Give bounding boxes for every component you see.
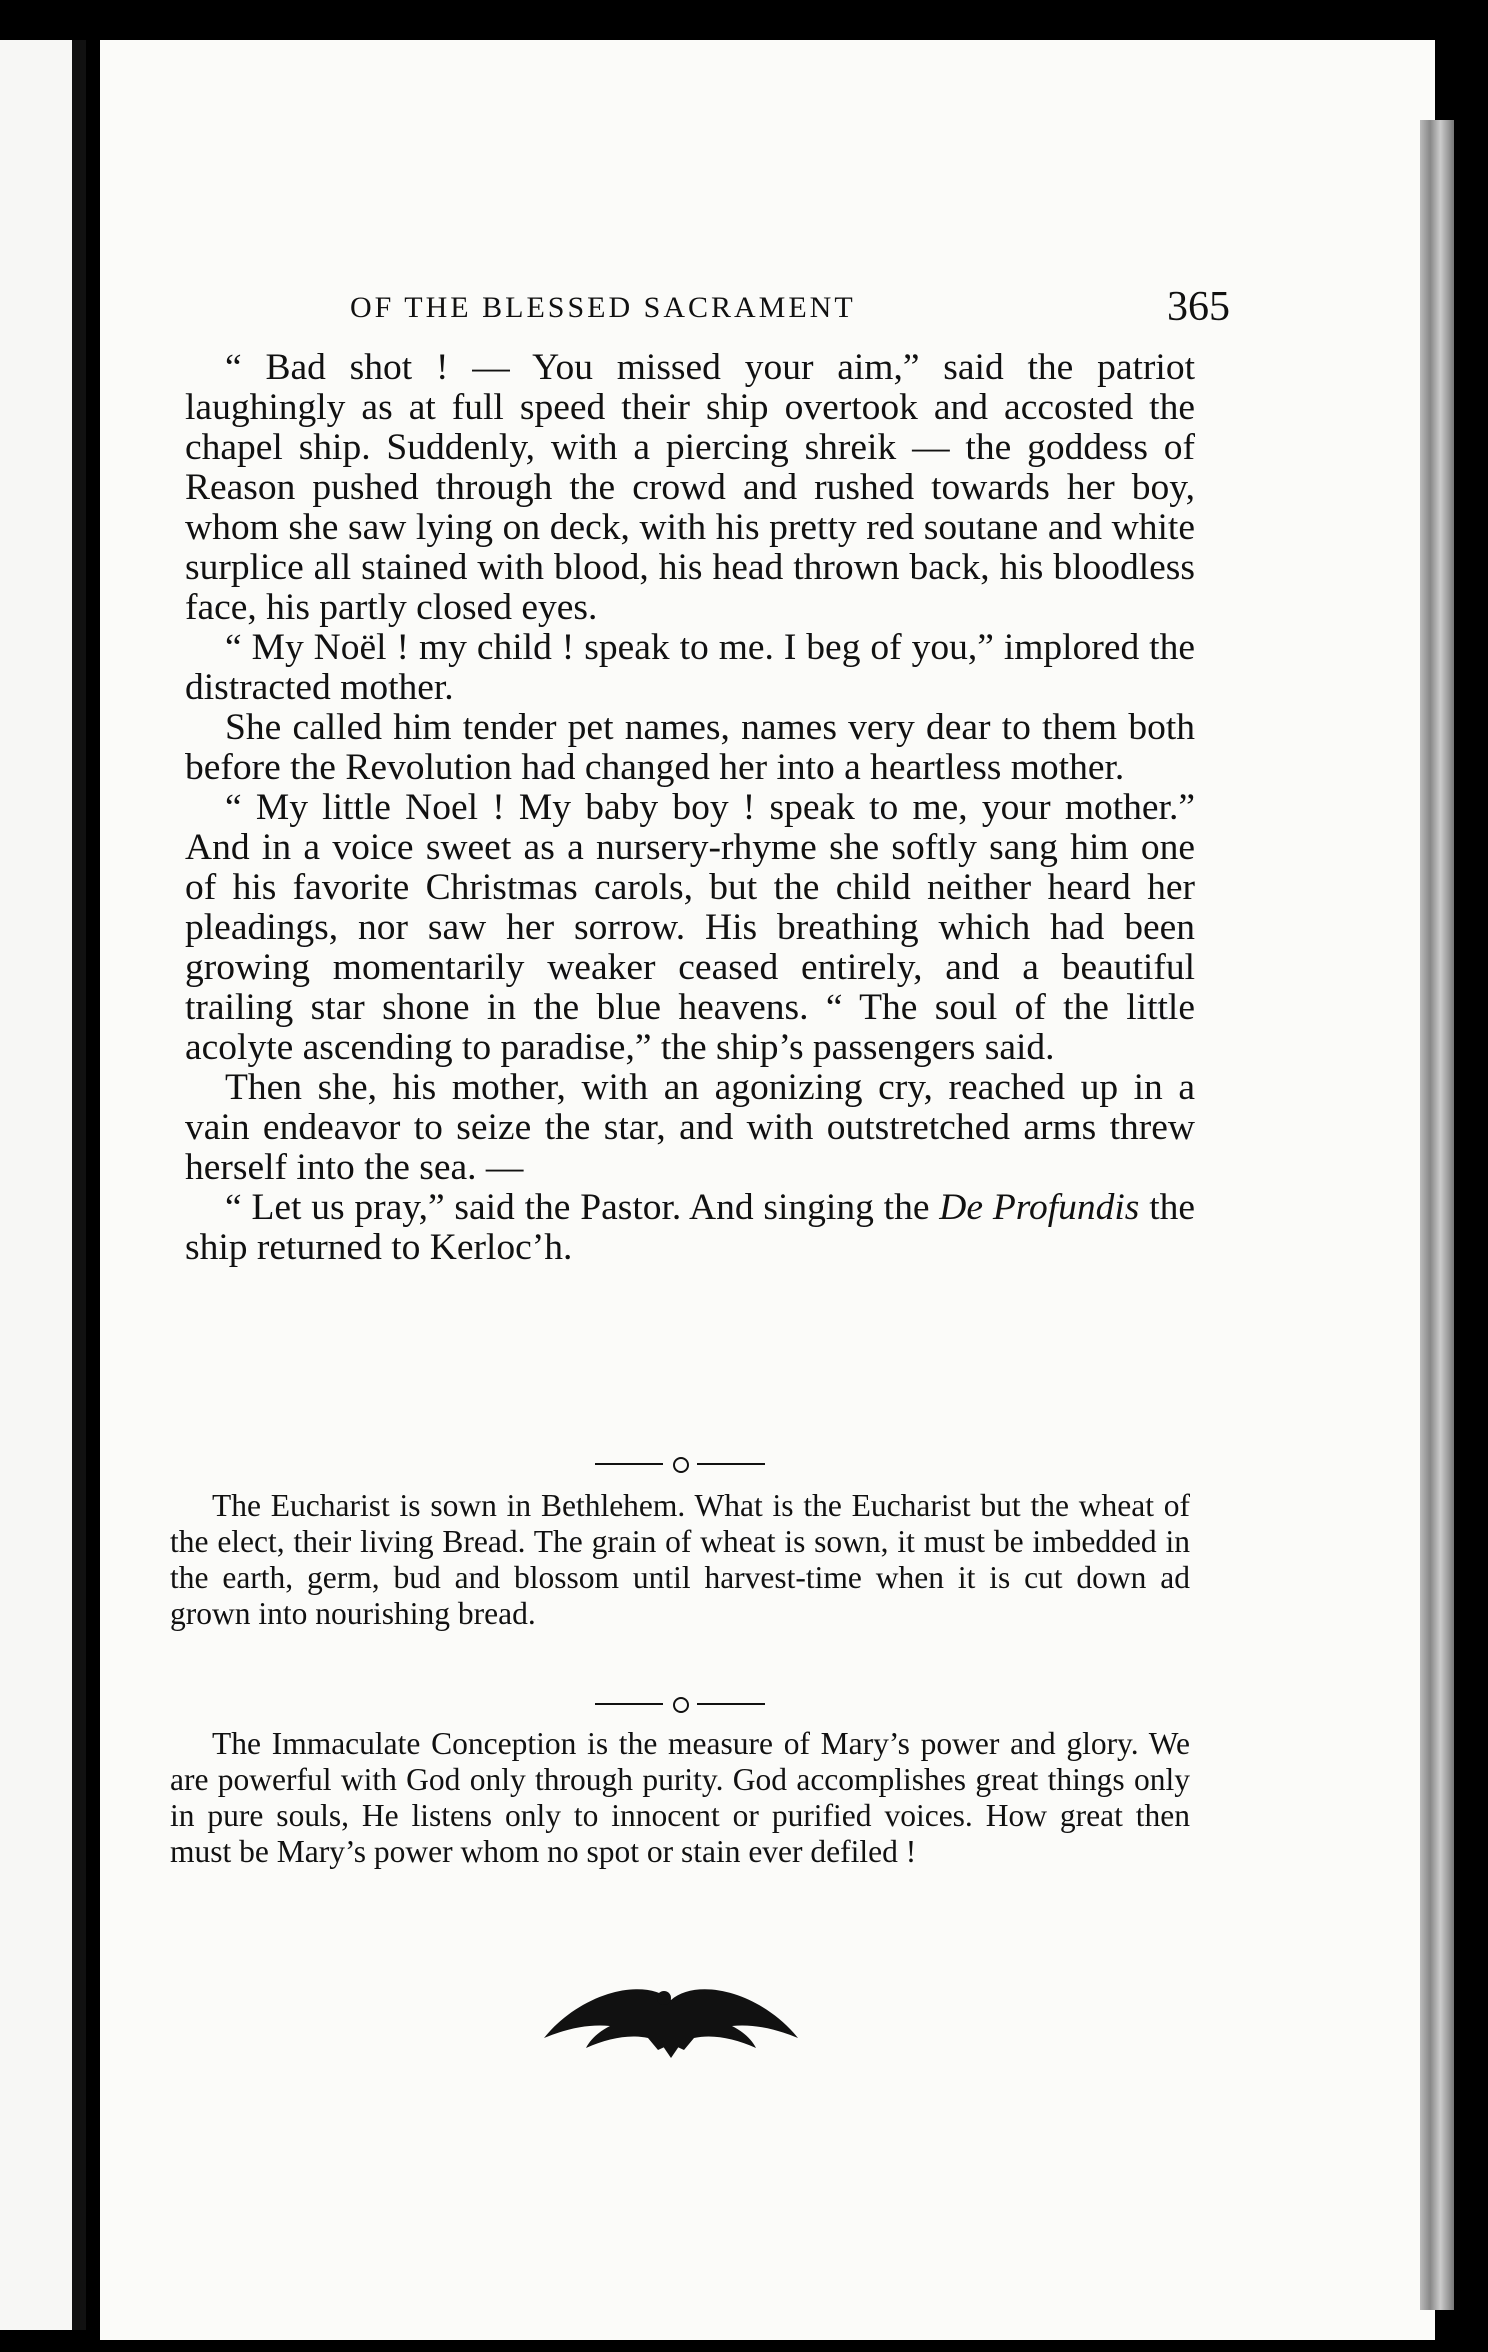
eagle-icon xyxy=(538,1980,804,2064)
immaculate-conception-section xyxy=(170,1726,1190,1870)
text-run: the ship returned to Kerloc’h. xyxy=(185,1187,1196,1268)
italic-title: De Profundis xyxy=(939,1187,1140,1228)
separator-line xyxy=(595,1463,663,1465)
paragraph: The Eucharist is sown in Bethlehem. What is the Eucharist but the wheat of the elect, their living Bread. The grain of wheat is sown, it must be imbedded in the earth, germ, bud and blossom until harvest-time when it is cut down ad grown into nourishing bread. xyxy=(170,1488,1190,1631)
page-stack-edge xyxy=(1420,120,1454,2310)
page-number: 365 xyxy=(1167,284,1230,330)
facing-page-edge xyxy=(0,40,86,2330)
separator-circle xyxy=(673,1697,689,1713)
paragraph: “ My Noël ! my child ! speak to me. I beg of you,” implored the distracted mother. xyxy=(185,627,1195,708)
paragraph: The Immaculate Conception is the measure of Mary’s power and glory. We are powerful with God only through purity. God accomplishes great things only in pure souls, He listens only to innocent or purified voices. How great then must be Mary’s power whom no spot or stain ever defiled ! xyxy=(170,1726,1190,1869)
paragraph: “ Bad shot ! — You missed your aim,” said the patriot laughingly as at full speed their ship overtook and accosted the chapel ship. Suddenly, with a piercing shreik — the goddess of Reason pushed through the crowd and rushed towards her boy, whom she saw lying on deck, with his pretty red soutane and white surplice all stained with blood, his head thrown back, his bloodless face, his partly closed eyes. xyxy=(185,347,1195,628)
running-head: OF THE BLESSED SACRAMENT xyxy=(350,291,856,324)
separator-circle xyxy=(673,1457,689,1473)
paragraph: She called him tender pet names, names very dear to them both before the Revolution had changed her into a heartless mother. xyxy=(185,707,1195,788)
section-separator xyxy=(595,1454,765,1474)
separator-line xyxy=(595,1703,663,1705)
paragraph: “ My little Noel ! My baby boy ! speak to me, your mother.” And in a voice sweet as a nursery-rhyme she softly sang him one of his favorite Christmas carols, but the child neither heard her pleadings, nor saw her sorrow. His breathing which had been growing momentarily weaker ceased entirely, and a beautiful trailing star shone in the blue heavens. “ The soul of the little acolyte ascending to paradise,” the ship’s passengers said. xyxy=(185,787,1195,1068)
section-separator xyxy=(595,1694,765,1714)
eucharist-section xyxy=(170,1488,1190,1632)
separator-line xyxy=(697,1463,765,1465)
paragraph: Then she, his mother, with an agonizing cry, reached up in a vain endeavor to seize the star, and with outstretched arms threw herself into the sea. — xyxy=(185,1067,1195,1188)
separator-line xyxy=(697,1703,765,1705)
page-header xyxy=(350,283,1230,343)
main-text xyxy=(185,348,1195,1268)
paragraph xyxy=(185,1188,1195,1268)
text-run: “ Let us pray,” said the Pastor. And singing the xyxy=(225,1187,930,1228)
